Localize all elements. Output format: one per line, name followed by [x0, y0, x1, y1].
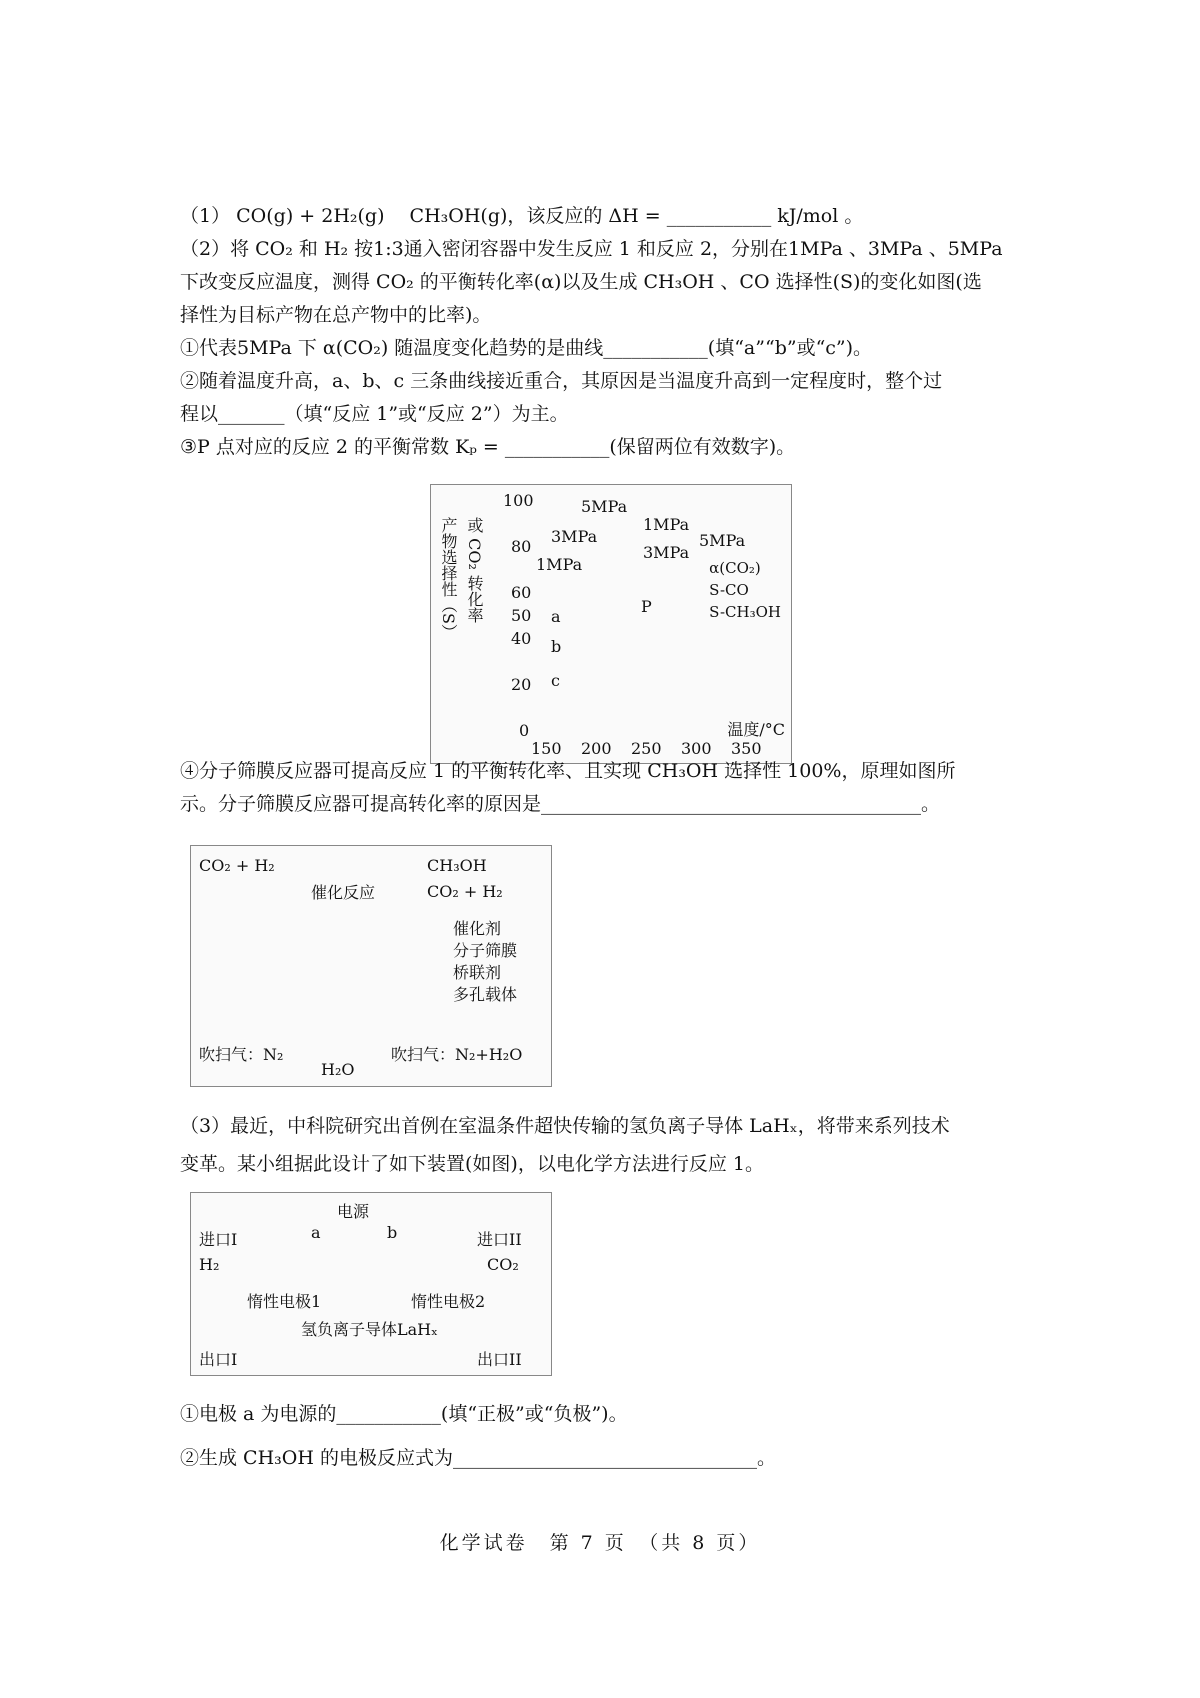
chart-y-tick: 0: [519, 721, 530, 740]
chart-curve-label: 5MPa: [699, 531, 746, 550]
intro-line-2: （2）将 CO₂ 和 H₂ 按1:3通入密闭容器中发生反应 1 和反应 2，分别在1MPa 、3MPa 、5MPa: [180, 238, 1003, 260]
intro-line-1: （1） CO(g) + 2H₂(g) CH₃OH(g)，该反应的 ΔH = ___________ kJ/mol 。: [180, 205, 864, 227]
reactor-label: H₂O: [321, 1060, 355, 1079]
chart-curve-label: b: [551, 637, 562, 656]
intro-line-6: ②随着温度升高，a、b、c 三条曲线接近重合，其原因是当温度升高到一定程度时，整个过: [180, 370, 943, 392]
chart-y-tick: 100: [503, 491, 534, 510]
reactor-label: CO₂ + H₂: [199, 856, 275, 875]
part4-line-1: ④分子筛膜反应器可提高反应 1 的平衡转化率、且实现 CH₃OH 选择性 100%，原理如图所: [180, 760, 956, 782]
reactor-label: 催化剂: [453, 919, 502, 938]
cell-label: 惰性电极2: [411, 1292, 486, 1311]
reactor-label: 多孔载体: [453, 985, 518, 1004]
chart-y-tick: 40: [511, 629, 532, 648]
question-part4: [180, 755, 1030, 821]
cell-label: CO₂: [487, 1255, 519, 1274]
answer-line-2: ②生成 CH₃OH 的电极反应式为________________________________。: [180, 1447, 776, 1469]
question-intro: [180, 200, 1030, 464]
question-part3: [180, 1107, 1030, 1183]
legend-entry: S-CH₃OH: [709, 603, 781, 621]
chart-x-tick: 350: [731, 739, 762, 758]
chart-curve-label: 1MPa: [536, 555, 583, 574]
reactor-label: 催化反应: [311, 883, 376, 902]
cell-label: 进口I: [199, 1230, 238, 1249]
reactor-label: CH₃OH: [427, 856, 487, 875]
chart-y-tick: 80: [511, 537, 532, 556]
chart-y-label-1: 产物选择性（S）: [439, 517, 458, 640]
reactor-label: 吹扫气：N₂+H₂O: [391, 1045, 523, 1064]
cell-label: 电源: [337, 1202, 370, 1221]
answer-line-1: ①电极 a 为电源的___________(填“正极”或“负极”)。: [180, 1403, 628, 1425]
chart-x-tick: 300: [681, 739, 712, 758]
chart-curve-label: 5MPa: [581, 497, 628, 516]
chart-curve-label: c: [551, 671, 560, 690]
reactor-label: 吹扫气：N₂: [199, 1045, 284, 1064]
chart-y-tick: 60: [511, 583, 532, 602]
part3-line-1: （3）最近，中科院研究出首例在室温条件超快传输的氢负离子导体 LaHₓ，将带来系列技术: [180, 1115, 950, 1137]
chart-point-label: P: [641, 597, 652, 616]
cell-label: 氢负离子导体LaHₓ: [301, 1320, 438, 1339]
cell-label: H₂: [199, 1255, 220, 1274]
chart-x-unit: 温度/°C: [727, 720, 785, 739]
intro-line-5: ①代表5MPa 下 α(CO₂) 随温度变化趋势的是曲线___________(填“a”“b”或“c”)。: [180, 337, 873, 359]
electrochemical-cell-figure: [190, 1192, 552, 1376]
legend-entry: S-CO: [709, 581, 749, 599]
cell-label: a: [311, 1223, 321, 1242]
cell-label: 出口II: [477, 1350, 522, 1369]
chart-curve-label: 3MPa: [551, 527, 598, 546]
equilibrium-chart: [430, 484, 792, 764]
intro-line-3: 下改变反应温度，测得 CO₂ 的平衡转化率(α)以及生成 CH₃OH 、CO 选择性(S)的变化如图(选: [180, 271, 982, 293]
cell-label: b: [387, 1223, 398, 1242]
chart-curve-label: 3MPa: [643, 543, 690, 562]
chart-y-tick: 20: [511, 675, 532, 694]
chart-x-tick: 150: [531, 739, 562, 758]
legend-entry: α(CO₂): [709, 559, 761, 577]
chart-x-tick: 250: [631, 739, 662, 758]
chart-curve-label: a: [551, 607, 561, 626]
chart-y-label-2: 或 CO₂ 转化率: [465, 517, 484, 623]
cell-label: 进口II: [477, 1230, 522, 1249]
chart-x-tick: 200: [581, 739, 612, 758]
chart-curve-label: 1MPa: [643, 515, 690, 534]
question-answers: [180, 1392, 1030, 1480]
part4-line-2: 示。分子筛膜反应器可提高转化率的原因是________________________________________。: [180, 793, 941, 815]
page-footer: 化学试卷 第 7 页 （共 8 页）: [439, 1532, 761, 1554]
intro-line-7: 程以_______（填“反应 1”或“反应 2”）为主。: [180, 403, 569, 425]
intro-line-4: 择性为目标产物在总产物中的比率)。: [180, 304, 492, 326]
reactor-label: CO₂ + H₂: [427, 882, 503, 901]
cell-label: 出口I: [199, 1350, 238, 1369]
intro-line-8: ③P 点对应的反应 2 的平衡常数 Kₚ = ___________(保留两位有效数字)。: [180, 436, 796, 458]
chart-legend: [709, 557, 781, 623]
chart-y-tick: 50: [511, 606, 532, 625]
reactor-label: 桥联剂: [453, 963, 502, 982]
part3-line-2: 变革。某小组据此设计了如下装置(如图)，以电化学方法进行反应 1。: [180, 1153, 764, 1175]
reactor-label: 分子筛膜: [453, 941, 518, 960]
membrane-reactor-figure: [190, 845, 552, 1087]
cell-label: 惰性电极1: [247, 1292, 322, 1311]
